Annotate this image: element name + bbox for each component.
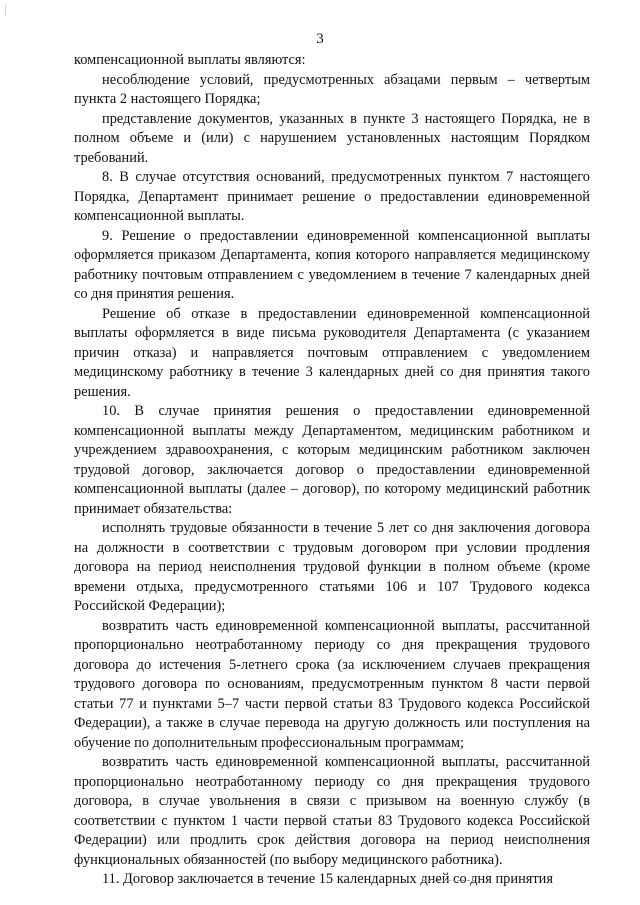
paragraph-obligation-1: исполнять трудовые обязанности в течение 5 лет со дня заключения договора на должности в соответствии с трудовым договором при условии продления договора на период неисполнения трудовой функции в полном объеме (кроме времени отдыха, предусмотренного статьями 106 и 107 Трудового кодекса Российской Федерации); [74,520,590,614]
scan-corner-mark [5,5,13,15]
paragraph-refusal-decision: Решение об отказе в предоставлении единовременной компенсационной выплаты оформляется в виде письма руководителя Департамента (с указанием причин отказа) и направляется почтовым отправлением с уведомлением медицинскому работнику в течение 3 календарных дней со дня принятия такого решения. [74,305,590,400]
page-number: 3 [316,31,324,47]
paragraph-item-11: 11. Договор заключается в течение 15 календарных дней со дня принятия [102,871,554,887]
paragraph-item-9: 9. Решение о предоставлении единовременной компенсационной выплаты оформляется приказом Департамента, копия которого направляется медицинскому работнику почтовым отправлением с уведомлением в течение 7 календарных дней со дня принятия решения. [74,227,590,302]
paragraph-continuation: компенсационной выплаты являются: [74,52,306,68]
footer-scan-mark [423,880,475,881]
paragraph-refusal-ground-2: представление документов, указанных в пункте 3 настоящего Порядка, не в полном объеме и (или) с нарушением установленных настоящим Порядком требований. [74,110,590,166]
paragraph-refusal-ground-1: несоблюдение условий, предусмотренных абзацами первым – четвертым пункта 2 настоящего Порядка; [74,71,590,107]
paragraph-obligation-2: возвратить часть единовременной компенсационной выплаты, рассчитанной пропорционально неотработанному периоду со дня прекращения трудового договора до истечения 5-летнего срока (за исключением случаев прекращения трудового договора по основаниям, предусмотренным пунктом 8 части первой статьи 77 и пунктами 5–7 части первой статьи 83 Трудового кодекса Российской Федерации), а также в случае перевода на другую должность или поступления на обучение по дополнительным профессиональным программам; [74,617,590,751]
document-body [74,51,590,890]
paragraph-item-8: 8. В случае отсутствия оснований, предусмотренных пунктом 7 настоящего Порядка, Департамент принимает решение о предоставлении единовременной компенсационной выплаты. [74,169,590,224]
paragraph-item-10: 10. В случае принятия решения о предоставлении единовременной компенсационной выплаты между Департаментом, медицинским работником и учреждением здравоохранения, с которым медицинским работником заключен трудовой договор, заключается договор о предоставлении единовременной компенсационной выплаты (далее – договор), по которому медицинский работник принимает обязательства: [74,403,590,517]
paragraph-obligation-3: возвратить часть единовременной компенсационной выплаты, рассчитанной пропорционально неотработанному периоду со дня прекращения трудового договора, в случае увольнения в связи с призывом на военную службу (в соответствии с пунктом 1 части первой статьи 83 Трудового кодекса Российской Федерации) или продлить срок действия договора на период неисполнения функциональных обязанностей (по выбору медицинского работника). [74,754,590,868]
